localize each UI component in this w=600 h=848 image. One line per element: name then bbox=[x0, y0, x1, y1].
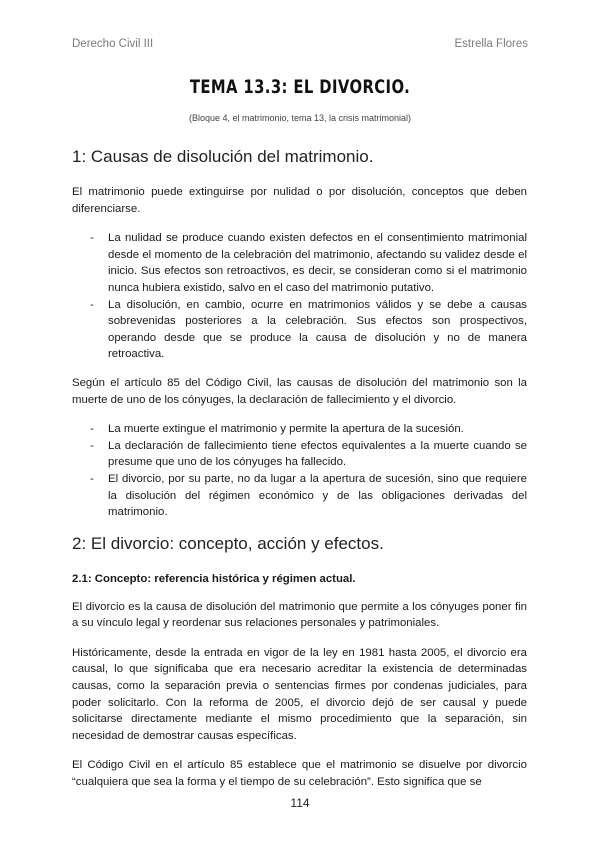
section-1-heading: 1: Causas de disolución del matrimonio. bbox=[72, 147, 374, 166]
section-2-1-heading: 2.1: Concepto: referencia histórica y régimen actual. bbox=[72, 572, 356, 585]
section-2-para-3: El Código Civil en el artículo 85 establece que el matrimonio se disuelve por divorcio “cualquiera que sea la forma y el tiempo de su celebración”. Esto significa que se bbox=[72, 759, 527, 789]
list-item bbox=[90, 421, 527, 438]
section-1-intro: El matrimonio puede extinguirse por nulidad o por disolución, conceptos que deben diferenciarse. bbox=[72, 186, 527, 215]
section-1-list-2 bbox=[72, 421, 527, 521]
page-title: TEMA 13.3: EL DIVORCIO. bbox=[189, 76, 411, 98]
list-item bbox=[90, 438, 527, 471]
list-item-text: El divorcio, por su parte, no da lugar a la apertura de sucesión, sino que requiere la disolución del régimen económico y de las obligaciones derivadas del matrimonio. bbox=[108, 472, 527, 519]
document-body bbox=[72, 146, 527, 804]
page-number: 114 bbox=[290, 796, 310, 810]
section-2-para-2: Históricamente, desde la entrada en vigor de la ley en 1981 hasta 2005, el divorcio era causal, lo que significaba que era necesario acreditar la existencia de determinadas causas, como la separación previa o sentencias firmes por condenas judiciales, para poder solicitarlo. Con la reforma de 2005, el divorcio dejó de ser causal y puede solicitarse directamente mediante el mismo procedimiento que la separación, sin necesidad de demostrar causas específicas. bbox=[72, 646, 527, 742]
section-1-list-1 bbox=[72, 230, 527, 363]
dash-marker: - bbox=[90, 472, 94, 485]
list-item-text: La disolución, en cambio, ocurre en matrimonios válidos y se debe a causas sobrevenidas posteriores a la celebración. Sus efectos son prospectivos, operando desde que se produce la causa de disolución y no de manera retroactiva. bbox=[108, 298, 527, 361]
list-item bbox=[90, 230, 527, 296]
page-subtitle: (Bloque 4, el matrimonio, tema 13, la crisis matrimonial) bbox=[188, 113, 412, 123]
list-item-text: La declaración de fallecimiento tiene efectos equivalentes a la muerte cuando se presume que uno de los cónyuges ha fallecido. bbox=[108, 439, 527, 469]
section-1-para-2: Según el artículo 85 del Código Civil, las causas de disolución del matrimonio son la muerte de uno de los cónyuges, la declaración de fallecimiento y el divorcio. bbox=[72, 376, 527, 406]
header-author: Estrella Flores bbox=[454, 38, 528, 50]
list-item bbox=[90, 471, 527, 521]
page-header bbox=[72, 38, 528, 52]
section-2-para-1: El divorcio es la causa de disolución del matrimonio que permite a los cónyuges poner fin a su vínculo legal y reordenar sus relaciones personales y patrimoniales. bbox=[72, 600, 527, 630]
dash-marker: - bbox=[90, 439, 94, 452]
section-2-heading: 2: El divorcio: concepto, acción y efectos. bbox=[72, 533, 384, 553]
header-course: Derecho Civil III bbox=[72, 38, 154, 50]
dash-marker: - bbox=[90, 423, 94, 436]
list-item-text: La muerte extingue el matrimonio y permite la apertura de la sucesión. bbox=[108, 423, 464, 436]
dash-marker: - bbox=[90, 298, 94, 311]
dash-marker: - bbox=[90, 232, 94, 245]
list-item-text: La nulidad se produce cuando existen defectos en el consentimiento matrimonial desde el momento de la celebración del matrimonio, afectando su validez desde el inicio. Sus efectos son retroactivos, es decir, se consideran como si el matrimonio nunca hubiera existido, salvo en el caso del matrimonio putativo. bbox=[108, 232, 527, 294]
list-item bbox=[90, 297, 527, 363]
